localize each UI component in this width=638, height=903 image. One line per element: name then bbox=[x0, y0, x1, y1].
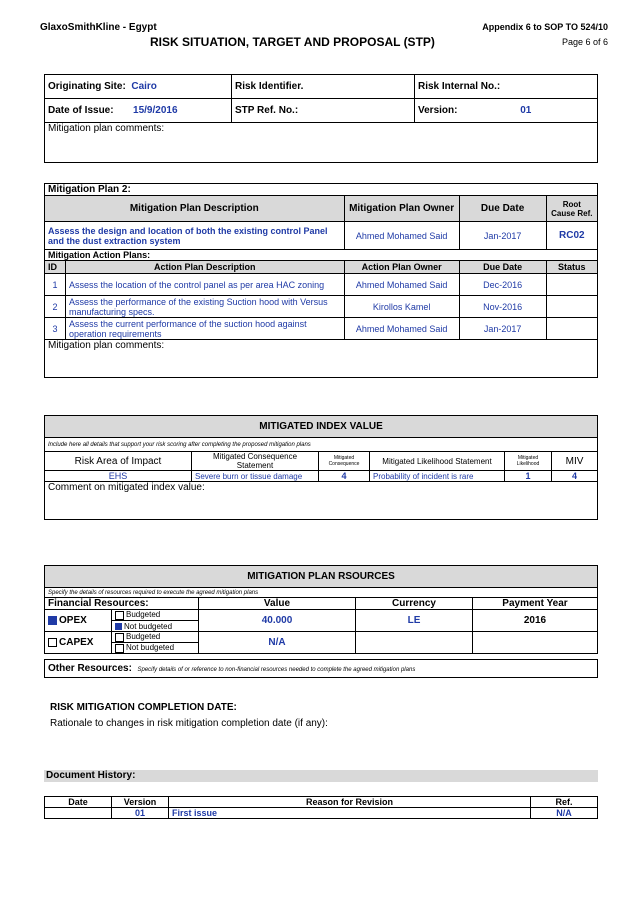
version-value: 01 bbox=[520, 105, 532, 116]
miv-h-cons-score: Mitigated Consequence bbox=[319, 452, 370, 471]
miv-lik-score: 1 bbox=[505, 471, 552, 482]
capex-checkbox-icon[interactable] bbox=[48, 638, 57, 647]
plan2-due: Jan-2017 bbox=[459, 222, 546, 250]
other-resources: Other Resources: Specify details of or reference to non-financial resources needed to complete the agreed mitigation plans bbox=[45, 660, 598, 678]
resources-h-value: Value bbox=[199, 598, 356, 610]
originating-site-cell: Originating Site: Cairo bbox=[45, 75, 232, 99]
miv-h-cons: Mitigated Consequence Statement bbox=[192, 452, 319, 471]
table-row: 1 Assess the location of the control panel as per area HAC zoning Ahmed Mohamed Said Dec-2016 bbox=[45, 274, 598, 296]
resources-h-currency: Currency bbox=[356, 598, 473, 610]
capex-value: N/A bbox=[199, 632, 356, 654]
miv-table bbox=[44, 415, 598, 520]
risk-internal-label: Risk Internal No.: bbox=[415, 75, 598, 99]
risk-identifier-label: Risk Identifier. bbox=[232, 75, 415, 99]
plan2-owner: Ahmed Mohamed Said bbox=[344, 222, 459, 250]
company-name: GlaxoSmithKline - Egypt bbox=[40, 22, 157, 33]
miv-title: MITIGATED INDEX VALUE bbox=[45, 416, 598, 438]
mitigation-plan-2-table bbox=[44, 183, 598, 378]
document-title: RISK SITUATION, TARGET AND PROPOSAL (STP) bbox=[150, 35, 435, 49]
capex-budgeted[interactable]: Budgeted bbox=[112, 632, 199, 643]
plan2-col-due: Due Date bbox=[459, 196, 546, 222]
appendix-label: Appendix 6 to SOP TO 524/10 bbox=[482, 22, 608, 32]
history-h-reason: Reason for Revision bbox=[169, 797, 531, 808]
checkbox-icon bbox=[115, 611, 124, 620]
history-h-date: Date bbox=[45, 797, 112, 808]
actions-h-status: Status bbox=[546, 261, 597, 274]
resources-note: Specify the details of resources required to execute the agreed mitigation plans bbox=[45, 588, 598, 598]
actions-h-owner: Action Plan Owner bbox=[344, 261, 459, 274]
opex-value: 40.000 bbox=[199, 610, 356, 632]
capex-not-budgeted[interactable]: Not budgeted bbox=[112, 643, 199, 654]
miv-cons: Severe burn or tissue damage bbox=[192, 471, 319, 482]
miv-h-miv: MIV bbox=[552, 452, 598, 471]
table-row: 01 First issue N/A bbox=[45, 808, 598, 819]
table-row: 2 Assess the performance of the existing Suction hood with Versus manufacturing specs. Kirollos Kamel Nov-2016 bbox=[45, 296, 598, 318]
stp-ref-label: STP Ref. No.: bbox=[232, 99, 415, 123]
completion-title: RISK MITIGATION COMPLETION DATE: bbox=[50, 702, 237, 713]
plan2-title: Mitigation Plan 2: bbox=[45, 184, 598, 196]
mitigation-comments-2: Mitigation plan comments: bbox=[45, 340, 598, 378]
history-title: Document History: bbox=[44, 770, 598, 782]
miv-lik: Probability of incident is rare bbox=[370, 471, 505, 482]
history-table bbox=[44, 796, 598, 819]
actions-h-due: Due Date bbox=[459, 261, 546, 274]
checkbox-icon bbox=[115, 633, 124, 642]
resources-h-fin: Financial Resources: bbox=[45, 598, 199, 610]
plan2-col-desc: Mitigation Plan Description bbox=[45, 196, 345, 222]
date-issue-value: 15/9/2016 bbox=[133, 105, 178, 116]
miv-h-area: Risk Area of Impact bbox=[45, 452, 192, 471]
resources-table bbox=[44, 565, 598, 678]
date-issue-cell: Date of Issue: 15/9/2016 bbox=[45, 99, 232, 123]
miv-h-lik: Mitigated Likelihood Statement bbox=[370, 452, 505, 471]
capex-label: CAPEX bbox=[45, 632, 112, 654]
resources-title: MITIGATION PLAN RSOURCES bbox=[45, 566, 598, 588]
miv-note: Include here all details that support your risk scoring after completing the proposed mitigation plans bbox=[45, 438, 598, 452]
originating-site-value: Cairo bbox=[131, 81, 157, 92]
plan2-root: RC02 bbox=[546, 222, 597, 250]
miv-area: EHS bbox=[45, 471, 192, 482]
mitigation-comments-1: Mitigation plan comments: bbox=[45, 123, 598, 163]
resources-h-year: Payment Year bbox=[473, 598, 598, 610]
actions-h-desc: Action Plan Description bbox=[66, 261, 345, 274]
checkbox-checked-icon bbox=[115, 623, 122, 630]
opex-year: 2016 bbox=[473, 610, 598, 632]
miv-value: 4 bbox=[552, 471, 598, 482]
table-row: 3 Assess the current performance of the suction hood against operation requirements Ahmed Mohamed Said Jan-2017 bbox=[45, 318, 598, 340]
page-number: Page 6 of 6 bbox=[561, 37, 608, 47]
opex-currency: LE bbox=[356, 610, 473, 632]
actions-title: Mitigation Action Plans: bbox=[45, 250, 598, 261]
opex-not-budgeted[interactable]: Not budgeted bbox=[112, 621, 199, 632]
opex-budgeted[interactable]: Budgeted bbox=[112, 610, 199, 621]
miv-cons-score: 4 bbox=[319, 471, 370, 482]
history-h-ref: Ref. bbox=[531, 797, 598, 808]
plan2-desc: Assess the design and location of both the existing control Panel and the dust extraction system bbox=[45, 222, 345, 250]
checkbox-icon bbox=[115, 644, 124, 653]
version-cell: Version: 01 bbox=[415, 99, 598, 123]
info-table bbox=[44, 74, 598, 163]
history-h-version: Version bbox=[112, 797, 169, 808]
opex-label: OPEX bbox=[45, 610, 112, 632]
miv-h-lik-score: Mitigated Likelihood bbox=[505, 452, 552, 471]
miv-comment: Comment on mitigated index value: bbox=[45, 482, 598, 520]
plan2-col-owner: Mitigation Plan Owner bbox=[344, 196, 459, 222]
actions-h-id: ID bbox=[45, 261, 66, 274]
completion-rationale: Rationale to changes in risk mitigation completion date (if any): bbox=[50, 718, 328, 729]
plan2-col-root: Root Cause Ref. bbox=[546, 196, 597, 222]
opex-checkbox-icon[interactable] bbox=[48, 616, 57, 625]
